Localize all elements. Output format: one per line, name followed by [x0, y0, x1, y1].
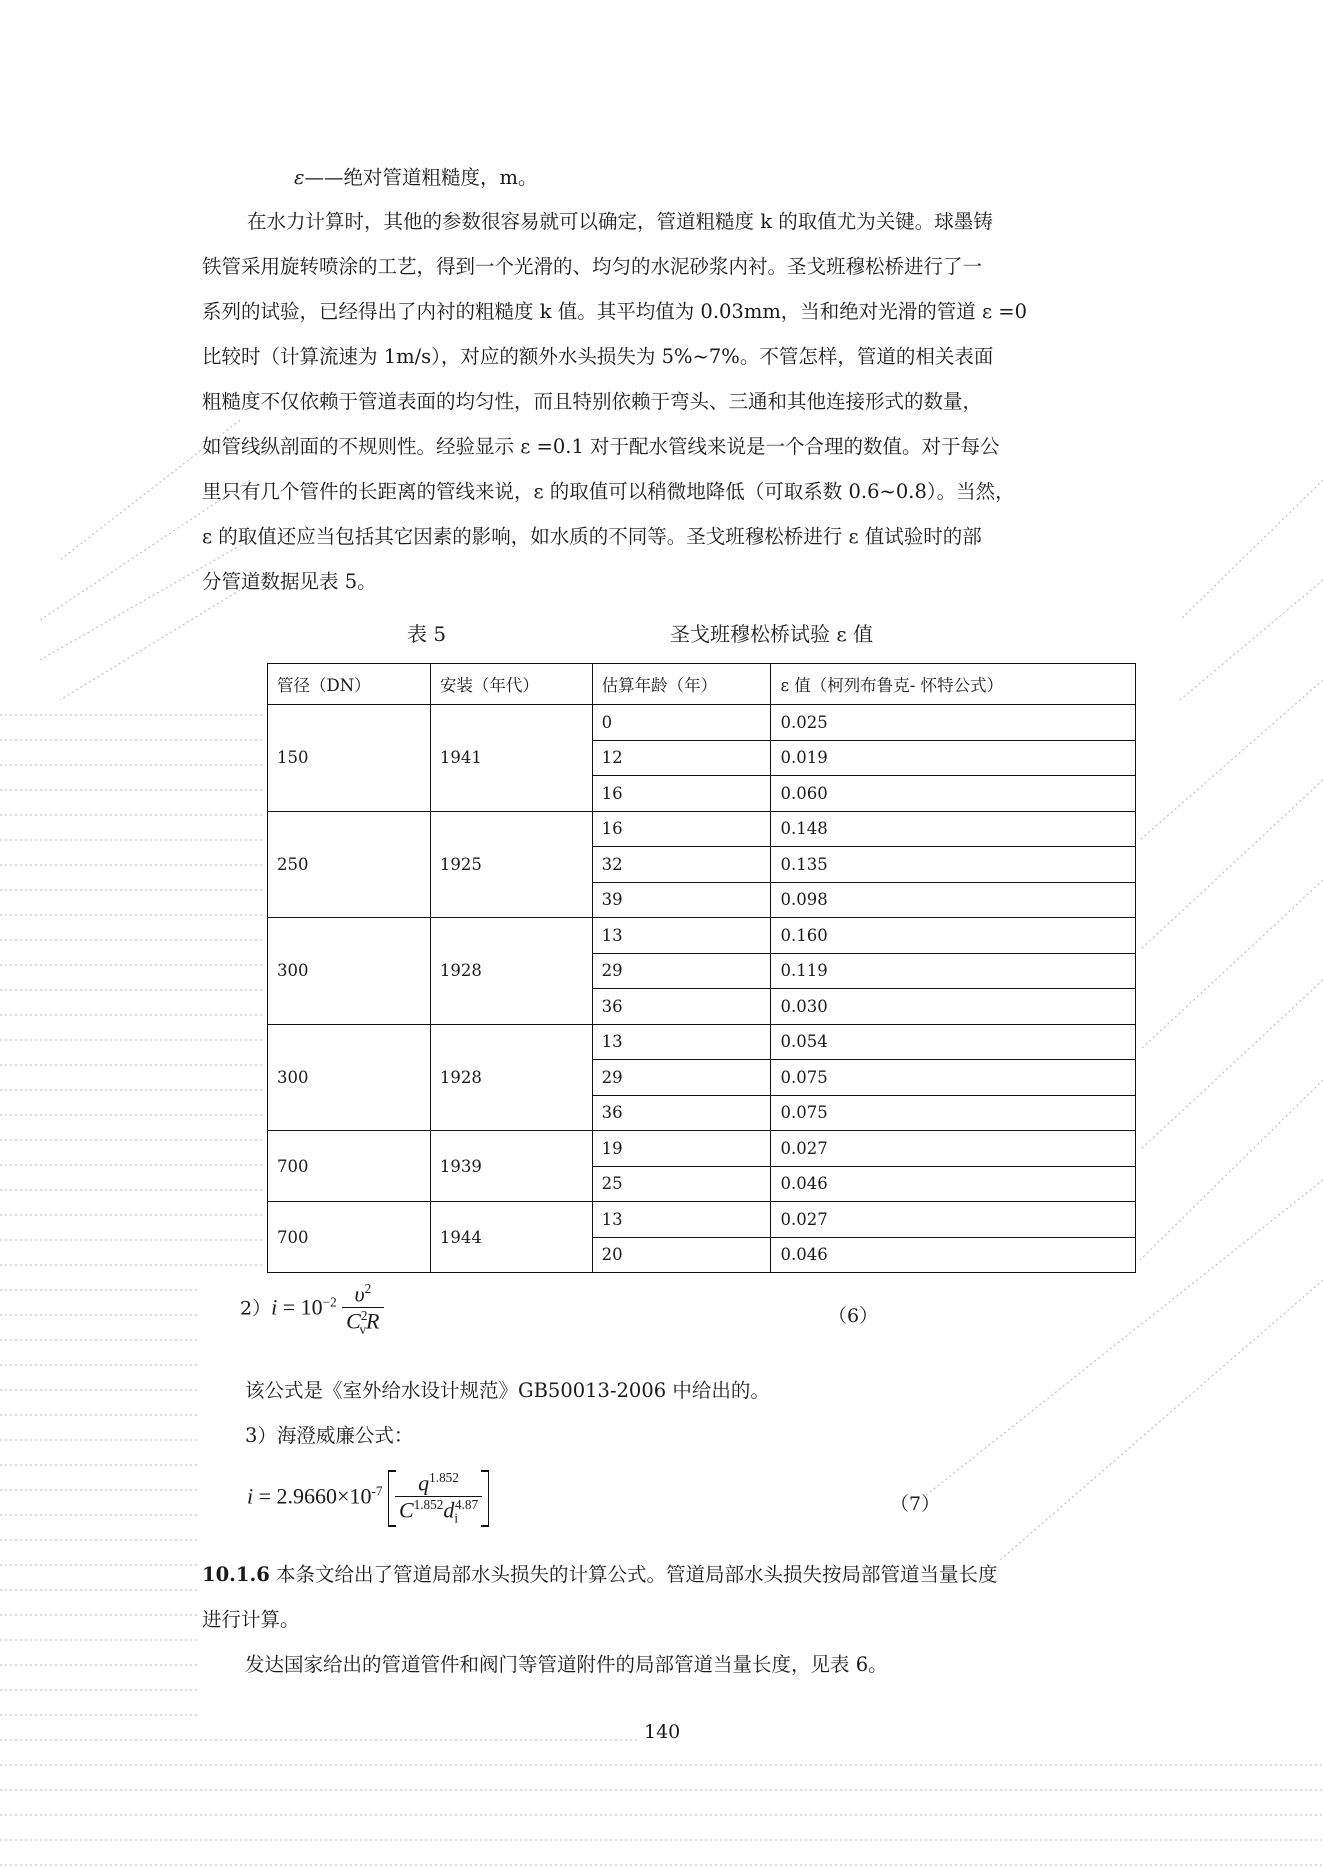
formula-7-lhs: i: [247, 1483, 254, 1509]
epsilon-symbol: ε: [294, 166, 305, 189]
age-cell: 32: [592, 847, 771, 883]
formula-6-prefix: 2）: [240, 1297, 272, 1320]
epsilon-value-cell: 0.027: [771, 1202, 1136, 1238]
paragraph-line: 铁管采用旋转喷涂的工艺，得到一个光滑的、均匀的水泥砂浆内衬。圣戈班穆松桥进行了一: [202, 255, 983, 278]
formula-6-num: υ: [354, 1281, 365, 1307]
epsilon-value-cell: 0.075: [771, 1060, 1136, 1096]
epsilon-value-cell: 0.054: [771, 1024, 1136, 1060]
epsilon-value-cell: 0.160: [771, 918, 1136, 954]
epsilon-value-cell: 0.030: [771, 989, 1136, 1025]
dn-cell: 250: [268, 811, 431, 918]
dn-cell: 700: [268, 1131, 431, 1202]
dn-cell: 300: [268, 1024, 431, 1131]
formula-6-lhs: i: [271, 1294, 278, 1320]
install-year-cell: 1928: [430, 1024, 592, 1131]
age-cell: 16: [592, 811, 771, 847]
age-cell: 39: [592, 882, 771, 918]
age-cell: 0: [592, 705, 771, 741]
formula-6-exp: −2: [322, 1294, 337, 1310]
epsilon-table: [267, 663, 1136, 1273]
install-year-cell: 1925: [430, 811, 592, 918]
formula-7-eq: = 2.9660×10: [253, 1483, 372, 1509]
formula-7-bracket: [388, 1470, 489, 1527]
install-year-cell: 1939: [430, 1131, 592, 1202]
formula-7-intro: 3）海澄威廉公式：: [245, 1424, 414, 1447]
age-cell: 19: [592, 1131, 771, 1167]
table-row: [268, 1202, 1136, 1238]
age-cell: 13: [592, 918, 771, 954]
epsilon-value-cell: 0.075: [771, 1095, 1136, 1131]
section-10-1-6: [202, 1560, 1122, 1590]
table-header-row: [268, 664, 1136, 705]
install-year-cell: 1944: [430, 1202, 592, 1273]
age-cell: 29: [592, 1060, 771, 1096]
paragraph-line: ε 的取值还应当包括其它因素的影响，如水质的不同等。圣戈班穆松桥进行 ε 值试验时的部: [202, 525, 982, 548]
epsilon-value-cell: 0.019: [771, 740, 1136, 776]
paragraph-line: 在水力计算时，其他的参数很容易就可以确定，管道粗糙度 k 的取值尤为关键。球墨铸: [247, 210, 993, 233]
epsilon-value-cell: 0.046: [771, 1166, 1136, 1202]
epsilon-value-cell: 0.060: [771, 776, 1136, 812]
dn-cell: 700: [268, 1202, 431, 1273]
epsilon-value-cell: 0.046: [771, 1237, 1136, 1273]
formula-7-number: （7）: [890, 1493, 941, 1515]
formula-7-den-c-exp: 1.852: [413, 1497, 444, 1513]
formula-6-den-c: C: [346, 1308, 361, 1334]
formula-7-den-c: C: [398, 1497, 414, 1523]
install-year-cell: 1928: [430, 918, 592, 1025]
formula-7-den-d-sub: i: [454, 1511, 458, 1527]
table-row: [268, 918, 1136, 954]
section-line-1: 本条文给出了管道局部水头损失的计算公式。管道局部水头损失按局部管道当量长度: [269, 1563, 998, 1586]
formula-6-fraction: [342, 1281, 383, 1338]
formula-7-exp: -7: [371, 1483, 383, 1499]
table-header-cell: 管径（DN）: [268, 664, 431, 705]
paragraph-line: 里只有几个管件的长距离的管线来说，ε 的取值可以稍微地降低（可取系数 0.6~0.8）。当然，: [202, 480, 1015, 503]
paragraph-line: 系列的试验，已经得出了内衬的粗糙度 k 值。其平均值为 0.03mm，当和绝对光滑的管道 ε =0: [202, 300, 1028, 323]
age-cell: 29: [592, 953, 771, 989]
section-line-3: 发达国家给出的管道管件和阀门等管道附件的局部管道当量长度，见表 6。: [245, 1653, 888, 1676]
table-header-cell: 安装（年代）: [430, 664, 592, 705]
dn-cell: 150: [268, 705, 431, 812]
formula-6: [240, 1281, 384, 1338]
age-cell: 16: [592, 776, 771, 812]
formula-7-den-d-exp: 4.87: [454, 1497, 479, 1513]
table-header-cell: ε 值（柯列布鲁克- 怀特公式）: [771, 664, 1136, 705]
table-title: 圣戈班穆松桥试验 ε 值: [670, 622, 874, 646]
age-cell: 13: [592, 1024, 771, 1060]
table-header-cell: 估算年龄（年）: [592, 664, 771, 705]
page-number: 140: [644, 1721, 681, 1743]
epsilon-definition: [294, 163, 1214, 193]
formula-6-eq: = 10: [277, 1294, 323, 1320]
install-year-cell: 1941: [430, 705, 592, 812]
formula-6-den-c-exp: 2: [360, 1308, 368, 1324]
formula-6-den-r: R: [366, 1308, 380, 1334]
dn-cell: 300: [268, 918, 431, 1025]
age-cell: 25: [592, 1166, 771, 1202]
age-cell: 36: [592, 989, 771, 1025]
age-cell: 13: [592, 1202, 771, 1238]
paragraph-line: 分管道数据见表 5。: [202, 570, 377, 593]
formula-7-fraction: [395, 1470, 482, 1527]
epsilon-value-cell: 0.135: [771, 847, 1136, 883]
formula-7-den-d: d: [443, 1497, 455, 1523]
paragraph-line: 比较时（计算流速为 1m/s），对应的额外水头损失为 5%~7%。不管怎样，管道的相关表面: [202, 345, 994, 368]
epsilon-value-cell: 0.027: [771, 1131, 1136, 1167]
section-number: 10.1.6: [202, 1563, 270, 1586]
formula-7-num-exp: 1.852: [429, 1470, 459, 1485]
formula-6-den-c-sub: v: [359, 1322, 367, 1338]
paragraph-line: 如管线纵剖面的不规则性。经验显示 ε =0.1 对于配水管线来说是一个合理的数值。对于每公: [202, 435, 1000, 458]
table-row: [268, 1131, 1136, 1167]
table-number: 表 5: [407, 622, 447, 646]
formula-6-num-exp: 2: [364, 1281, 372, 1296]
formula-7: [247, 1470, 489, 1527]
epsilon-value-cell: 0.119: [771, 953, 1136, 989]
epsilon-value-cell: 0.025: [771, 705, 1136, 741]
section-line-2: 进行计算。: [202, 1608, 300, 1631]
epsilon-value-cell: 0.148: [771, 811, 1136, 847]
table-row: [268, 1024, 1136, 1060]
age-cell: 12: [592, 740, 771, 776]
formula-6-number: （6）: [828, 1305, 879, 1327]
formula-6-note: 该公式是《室外给水设计规范》GB50013-2006 中给出的。: [245, 1379, 770, 1402]
table-row: [268, 705, 1136, 741]
epsilon-value-cell: 0.098: [771, 882, 1136, 918]
paragraph-line: 粗糙度不仅依赖于管道表面的均匀性，而且特别依赖于弯头、三通和其他连接形式的数量，: [202, 390, 983, 413]
age-cell: 36: [592, 1095, 771, 1131]
formula-7-num: q: [418, 1470, 430, 1496]
epsilon-definition-text: ——绝对管道粗糙度，m。: [304, 166, 538, 189]
age-cell: 20: [592, 1237, 771, 1273]
table-row: [268, 811, 1136, 847]
